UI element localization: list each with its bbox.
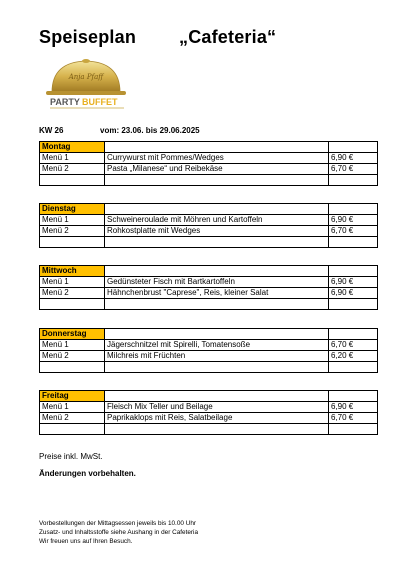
page-title	[39, 27, 277, 48]
day-header-row	[40, 391, 378, 402]
table-row	[40, 340, 378, 351]
empty-row	[40, 237, 378, 248]
price: 6,90 €	[329, 288, 378, 299]
week-number: KW 26	[39, 126, 64, 135]
dish-name: Jägerschnitzel mit Spirelli, Tomatensoße	[105, 340, 329, 351]
dish-name: Currywurst mit Pommes/Wedges	[105, 153, 329, 164]
day-table-dienstag	[39, 203, 378, 248]
day-table-donnerstag	[39, 328, 378, 373]
day-header-row	[40, 204, 378, 215]
changes-note: Änderungen vorbehalten.	[39, 469, 136, 478]
party-buffet-logo	[40, 56, 132, 112]
day-table-montag	[39, 141, 378, 186]
menu-label: Menü 1	[40, 340, 105, 351]
empty-row	[40, 362, 378, 373]
table-row	[40, 288, 378, 299]
price: 6,70 €	[329, 340, 378, 351]
menu-label: Menü 2	[40, 413, 105, 424]
menu-label: Menü 1	[40, 277, 105, 288]
price: 6,90 €	[329, 277, 378, 288]
price: 6,70 €	[329, 226, 378, 237]
table-row	[40, 153, 378, 164]
footer-line-preorder: Vorbestellungen der Mittagsessen jeweils bis 10.00 Uhr	[39, 520, 197, 527]
price: 6,70 €	[329, 164, 378, 175]
price: 6,90 €	[329, 215, 378, 226]
day-table-freitag	[39, 390, 378, 435]
day-header-row	[40, 142, 378, 153]
menu-label: Menü 2	[40, 351, 105, 362]
day-table-mittwoch	[39, 265, 378, 310]
day-name: Montag	[40, 142, 105, 153]
day-name: Dienstag	[40, 204, 105, 215]
logo-word-buffet: BUFFET	[82, 97, 118, 107]
menu-label: Menü 1	[40, 153, 105, 164]
table-row	[40, 413, 378, 424]
logo-script-text: Anja Pfaff	[68, 73, 104, 81]
price: 6,70 €	[329, 413, 378, 424]
menu-label: Menü 2	[40, 288, 105, 299]
cloche-logo-icon	[40, 56, 132, 112]
dish-name: Milchreis mit Früchten	[105, 351, 329, 362]
empty-row	[40, 299, 378, 310]
dish-name: Hähnchenbrust "Caprese", Reis, kleiner Salat	[105, 288, 329, 299]
title-speiseplan: Speiseplan	[39, 27, 137, 47]
price: 6,90 €	[329, 402, 378, 413]
menu-label: Menü 1	[40, 402, 105, 413]
dish-name: Gedünsteter Fisch mit Bartkartoffeln	[105, 277, 329, 288]
day-name: Donnerstag	[40, 329, 105, 340]
dish-name: Schweineroulade mit Möhren und Kartoffeln	[105, 215, 329, 226]
price: 6,20 €	[329, 351, 378, 362]
empty-row	[40, 175, 378, 186]
week-line	[39, 126, 200, 135]
week-range: vom: 23.06. bis 29.06.2025	[100, 126, 200, 135]
table-row	[40, 351, 378, 362]
footer-notes	[39, 519, 198, 546]
day-name: Mittwoch	[40, 266, 105, 277]
dish-name: Fleisch Mix Teller und Beilage	[105, 402, 329, 413]
table-row	[40, 402, 378, 413]
price: 6,90 €	[329, 153, 378, 164]
menu-label: Menü 2	[40, 226, 105, 237]
dish-name: Pasta „Milanese“ und Reibekäse	[105, 164, 329, 175]
table-row	[40, 277, 378, 288]
table-row	[40, 226, 378, 237]
dish-name: Paprikaklops mit Reis, Salatbeilage	[105, 413, 329, 424]
footer-line-ingredients: Zusatz- und Inhaltsstoffe siehe Aushang in der Cafeteria	[39, 529, 199, 536]
title-cafeteria: „Cafeteria“	[179, 27, 277, 47]
menu-label: Menü 2	[40, 164, 105, 175]
table-row	[40, 215, 378, 226]
menu-label: Menü 1	[40, 215, 105, 226]
empty-row	[40, 424, 378, 435]
price-note: Preise inkl. MwSt.	[39, 452, 103, 461]
table-row	[40, 164, 378, 175]
logo-word-party: PARTY	[50, 97, 80, 107]
day-header-row	[40, 266, 378, 277]
day-header-row	[40, 329, 378, 340]
dish-name: Rohkostplatte mit Wedges	[105, 226, 329, 237]
day-name: Freitag	[40, 391, 105, 402]
footer-line-welcome: Wir freuen uns auf Ihren Besuch.	[39, 538, 133, 545]
